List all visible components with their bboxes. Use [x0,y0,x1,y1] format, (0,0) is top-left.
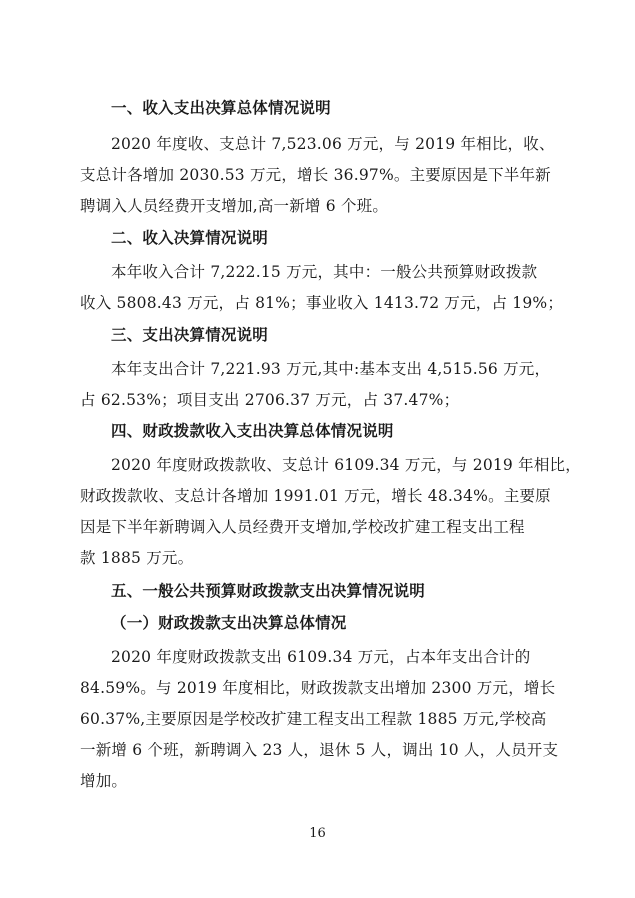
section5-line-2: 84.59%。与 2019 年度相比，财政拨款支出增加 2300 万元，增长 [80,679,556,697]
section4-line-3: 因是下半年新聘调入人员经费开支增加,学校改扩建工程支出工程 [80,518,525,536]
section5-line-3: 60.37%,主要原因是学校改扩建工程支出工程款 1885 万元,学校高 [80,710,547,728]
section4-line-1: 2020 年度财政拨款收、支总计 6109.34 万元，与 2019 年相比， [111,456,581,474]
section1-heading: 一、收入支出决算总体情况说明 [111,99,331,117]
section5-line-5: 增加。 [80,772,128,790]
section3-line-2: 占 62.53%；项目支出 2706.37 万元，占 37.47%； [80,391,460,409]
section5-line-4: 一新增 6 个班，新聘调入 23 人，退休 5 人，调出 10 人，人员开支 [80,741,559,759]
section2-line-1: 本年收入合计 7,222.15 万元，其中：一般公共预算财政拨款 [111,263,538,281]
section4-line-2: 财政拨款收、支总计各增加 1991.01 万元，增长 48.34%。主要原 [80,487,551,505]
section3-line-1: 本年支出合计 7,221.93 万元,其中:基本支出 4,515.56 万元， [111,360,551,378]
section1-line-3: 聘调入人员经费开支增加,高一新增 6 个班。 [80,197,389,215]
section1-line-1: 2020 年度收、支总计 7,523.06 万元，与 2019 年相比，收、 [111,135,555,153]
section1-line-2: 支总计各增加 2030.53 万元，增长 36.97%。主要原因是下半年新 [80,166,551,184]
section2-heading: 二、收入决算情况说明 [111,229,269,247]
section3-heading: 三、支出决算情况说明 [111,326,269,344]
section4-line-4: 款 1885 万元。 [80,549,194,567]
section5-line-1: 2020 年度财政拨款支出 6109.34 万元，占本年支出合计的 [111,648,531,666]
section2-line-2: 收入 5808.43 万元，占 81%；事业收入 1413.72 万元，占 19%； [80,294,564,312]
page-number: 16 [309,826,326,841]
section5-heading: 五、一般公共预算财政拨款支出决算情况说明 [111,582,426,600]
section4-heading: 四、财政拨款收入支出决算总体情况说明 [111,422,394,440]
section5-subheading: （一）财政拨款支出决算总体情况 [111,614,347,632]
